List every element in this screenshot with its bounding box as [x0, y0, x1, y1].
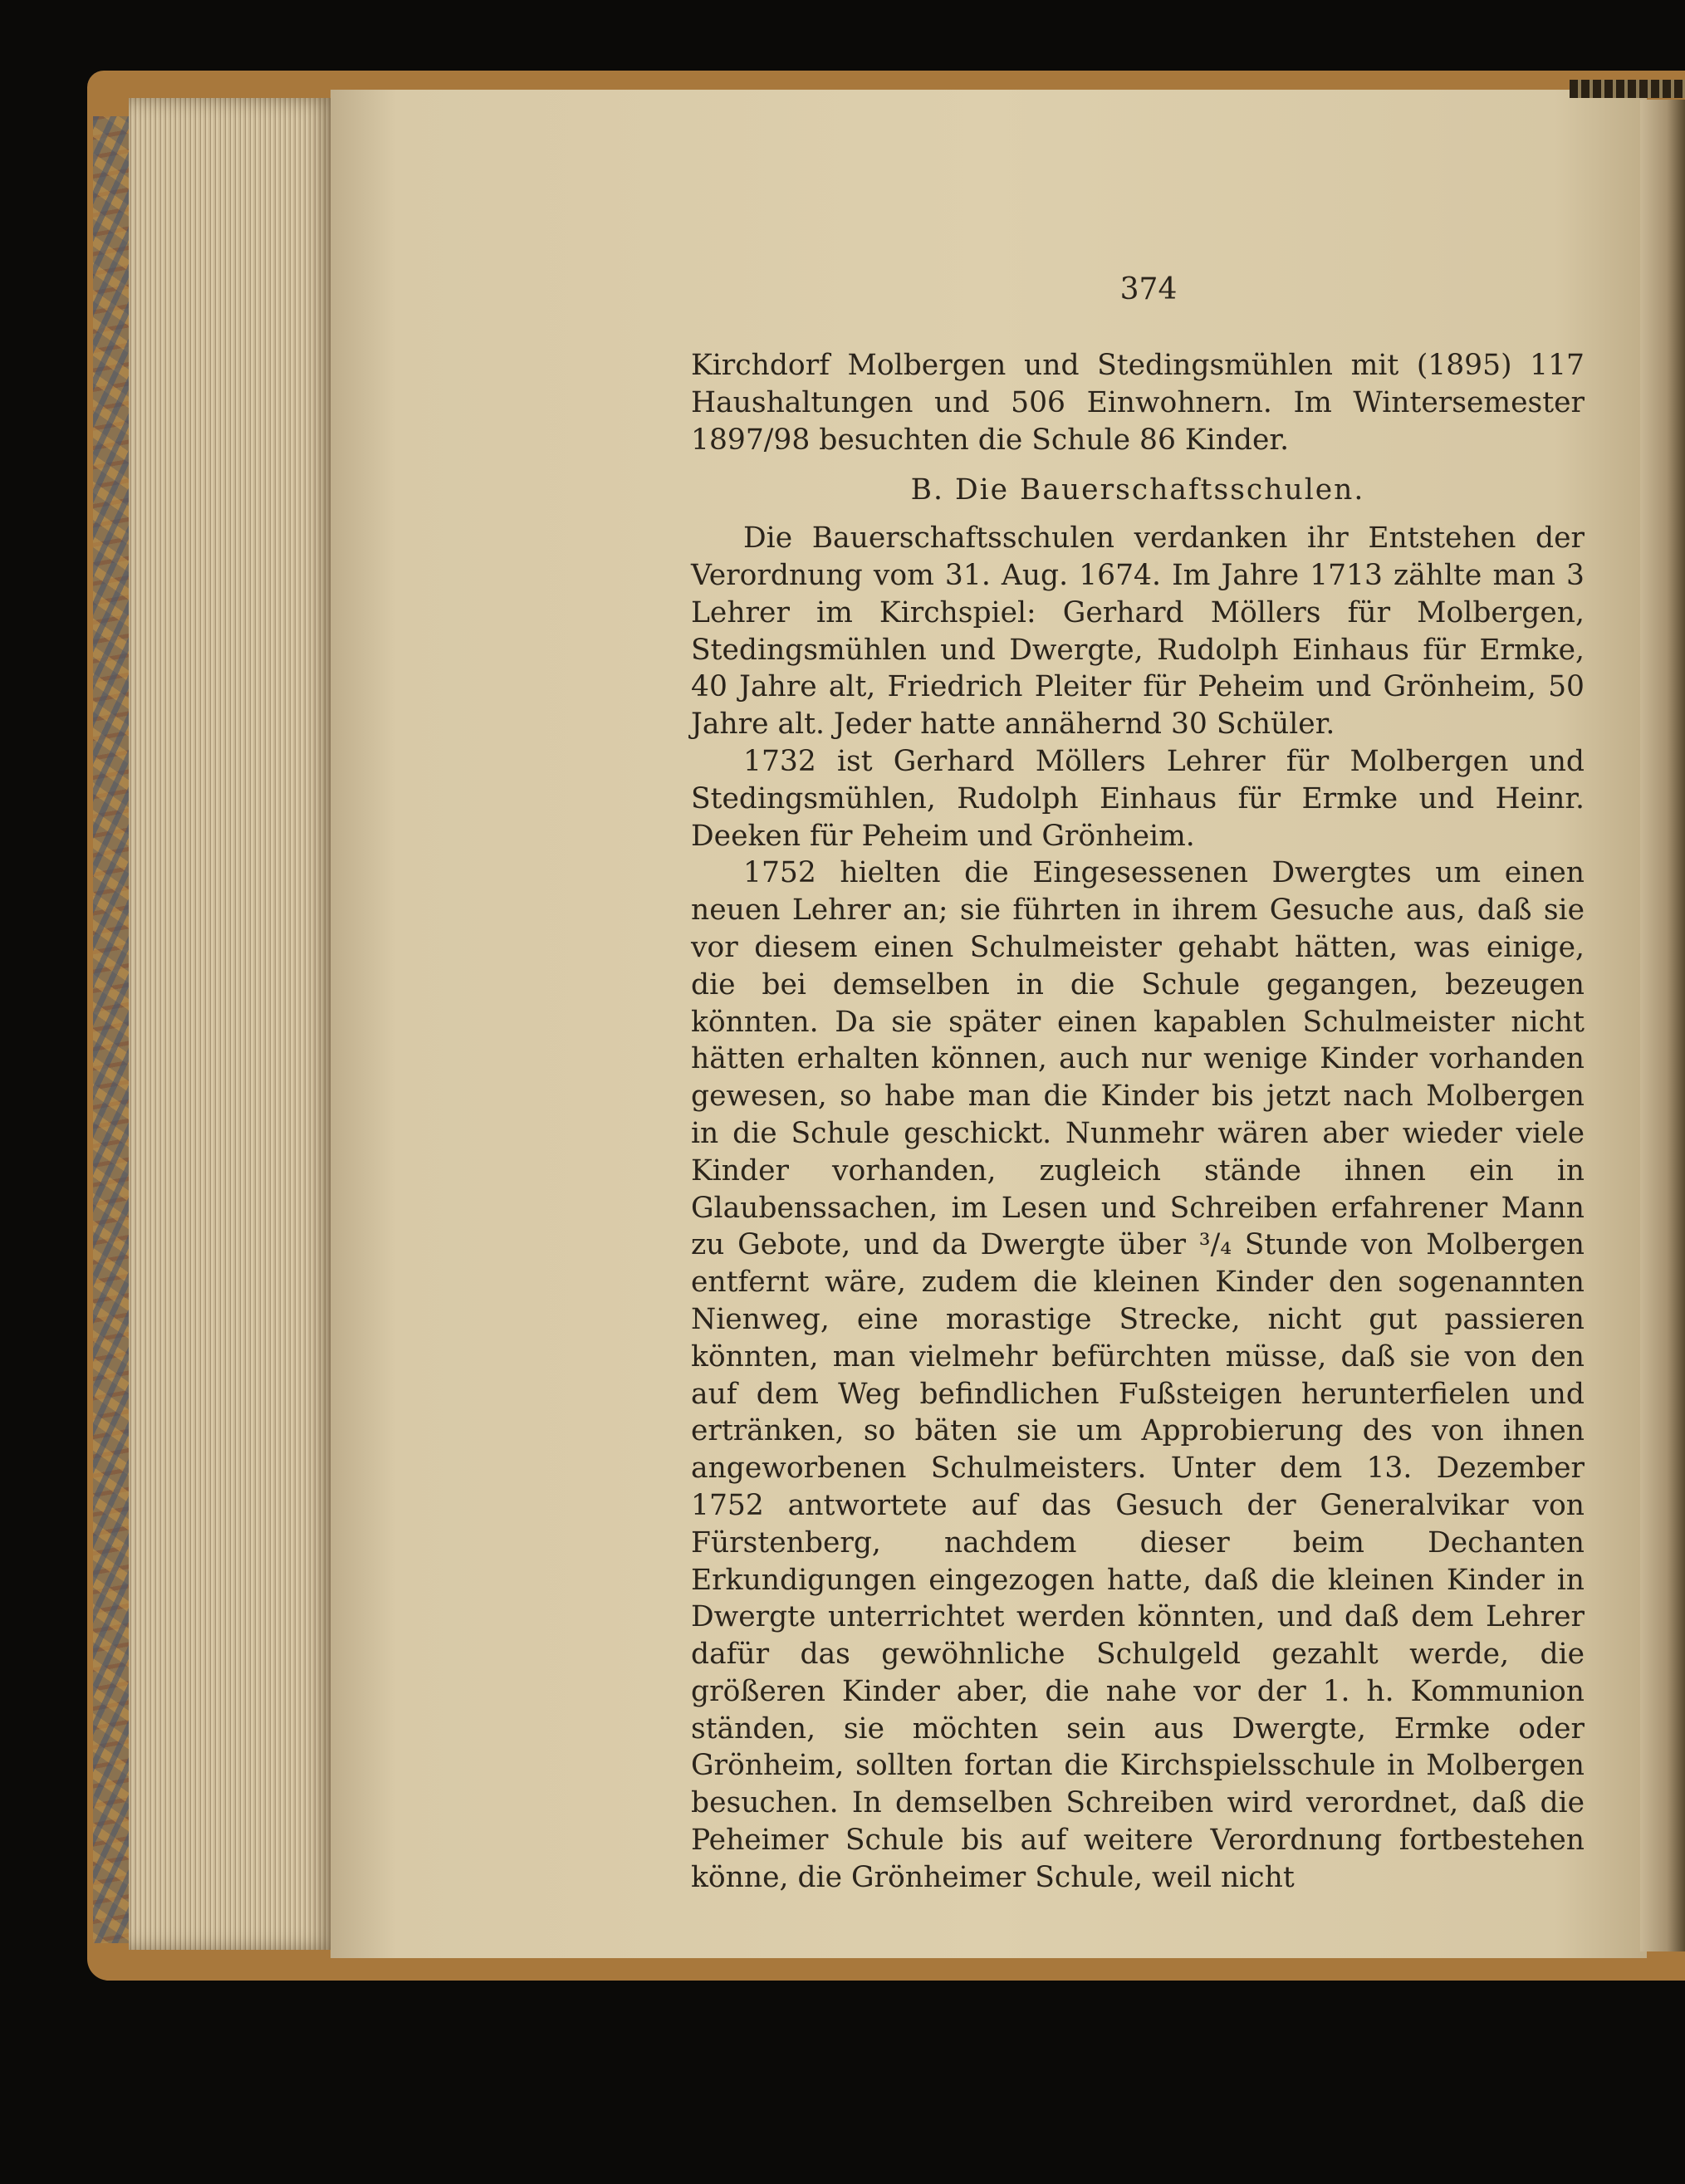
- paragraph-1732: 1732 ist Gerhard Möllers Lehrer für Molbergen und Stedingsmühlen, Rudolph Einhaus für Ermke und Heinr. Deeken für Peheim und Grönheim.: [691, 744, 1585, 853]
- facing-page-edge: [1640, 100, 1685, 1951]
- page-edges: [129, 98, 336, 1950]
- bookmark-ribbon: [1570, 80, 1685, 98]
- paragraph-1674: Die Bauerschaftsschulen verdanken ihr Entstehen der Verordnung vom 31. Aug. 1674. Im Jahre 1713 zählte man 3 Lehrer im Kirchspiel: Gerhard Möllers für Molbergen, Stedingsmühlen und Dwergte, Rudolph Einhaus für Ermke, 40 Jahre alt, Friedrich Pleiter für Peheim und Grönheim, 50 Jahre alt. Jeder hatte annähernd 30 Schüler.: [691, 522, 1585, 742]
- body-text: [691, 347, 1585, 1897]
- section-heading: B. Die Bauerschaftsschulen.: [910, 473, 1365, 507]
- page-number: 374: [1119, 272, 1178, 306]
- paragraph-intro: Kirchdorf Molbergen und Stedingsmühlen mit (1895) 117 Haushaltungen und 506 Einwohnern. Im Wintersemester 1897/98 besuchten die Schule 86 Kinder.: [691, 349, 1585, 457]
- paragraph-1752: 1752 hielten die Eingesessenen Dwergtes um einen neuen Lehrer an; sie führten in ihrem Gesuche aus, daß sie vor diesem einen Schulmeister gehabt hätten, was einige, die bei demselben in die Schule gegangen, bezeugen könnten. Da sie später einen kapablen Schulmeister nicht hätten erhalten können, auch nur wenige Kinder vorhanden gewesen, so habe man die Kinder bis jetzt nach Molbergen in die Schule geschickt. Nunmehr wären aber wieder viele Kinder vorhanden, zugleich stände ihnen ein in Glaubenssachen, im Lesen und Schreiben erfahrener Mann zu Gebote, und da Dwergte über ³/₄ Stunde von Molbergen entfernt wäre, zudem die kleinen Kinder den sogenannten Nienweg, eine morastige Strecke, nicht gut passieren könnten, man vielmehr befürchten müsse, daß sie von den auf dem Weg befindlichen Fußsteigen herunterfielen und ertränken, so bäten sie um Approbierung des von ihnen angeworbenen Schulmeisters. Unter dem 13. Dezember 1752 antwortete auf das Gesuch der Generalvikar von Fürstenberg, nachdem dieser beim Dechanten Erkundigungen eingezogen hatte, daß die kleinen Kinder in Dwergte unterrichtet werden könnten, und daß dem Lehrer dafür das gewöhnliche Schulgeld gezahlt werde, die größeren Kinder aber, die nahe vor der 1. h. Kommunion ständen, sie möchten sein aus Dwergte, Ermke oder Grönheim, sollten fortan die Kirchspielsschule in Molbergen besuchen. In demselben Schreiben wird verordnet, daß die Peheimer Schule bis auf weitere Verordnung fortbestehen könne, die Grönheimer Schule, weil nicht: [691, 856, 1585, 1894]
